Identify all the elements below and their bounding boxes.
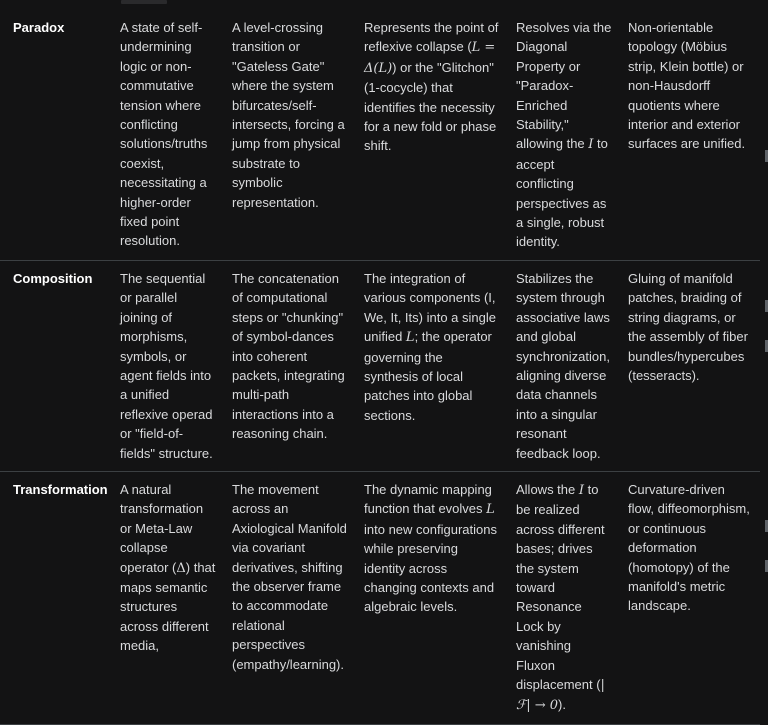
table-row-paradox: [0, 10, 760, 260]
geometry-cell: Curvature-driven flow, diffeomorphism, or continuous deformation (homotopy) of the manifold's metric landscape.: [628, 481, 750, 614]
row-term: Paradox: [13, 20, 65, 35]
table-row-transformation: [0, 471, 760, 724]
role-text: Represents the point of reflexive collapse (: [364, 20, 499, 55]
stability-math: I: [588, 137, 594, 153]
concept-table: [0, 10, 760, 725]
row-term: Composition: [13, 270, 93, 286]
definition-text: A natural transformation or Meta-Law collapse operator (: [120, 481, 204, 575]
role-text-end: into new configurations while preserving identity across changing contexts and algebraic levels.: [364, 521, 497, 615]
mechanism-cell: The movement across an Axiological Manifold via covariant derivatives, shifting the observer frame to accommodate relational perspectives (empathy/learning).: [232, 481, 347, 672]
stability-text: Allows the: [516, 481, 579, 497]
geometry-cell: Non-orientable topology (Möbius strip, Klein bottle) or non-Hausdorff quotients where interior and exterior surfaces are unified.: [628, 20, 746, 152]
geometry-cell: Gluing of manifold patches, braiding of string diagrams, or the assembly of fiber bundles/hypercubes (tesseracts).: [628, 270, 748, 383]
stability-math: I: [578, 482, 585, 498]
previous-row-edge: [0, 0, 768, 10]
role-math: L: [486, 502, 495, 518]
role-text-end: ) or the "Glitchon" (1-cocycle) that identifies the necessity for a new fold or phase shift.: [364, 59, 497, 154]
stability-text-mid: to be realized across different bases; drives the system toward Resonance Lock by vanishing Fluxon displacement (: [516, 481, 605, 692]
role-math: L = Δ(L): [364, 40, 496, 76]
definition-cell: The sequential or parallel joining of morphisms, symbols, or agent fields into a unified reflexive operad or "field-of-fields" structure.: [120, 270, 213, 461]
stability-cell: [506, 10, 618, 260]
role-math: L: [405, 330, 415, 346]
scroll-markers: [764, 0, 768, 675]
mechanism-cell: A level-crossing transition or "Gateless Gate" where the system bifurcates/self-intersects, forcing a jump from physical substrate to symbolic representation.: [232, 20, 345, 210]
table-row-composition: [0, 260, 760, 471]
mechanism-cell: The concatenation of computational steps or "chunking" of symbol-dances into coherent packets, integrating multi-path interactions into a reasoning chain.: [232, 270, 345, 442]
role-text-end: ; the operator governing the synthesis of local patches into global sections.: [364, 329, 492, 423]
role-cell: [354, 260, 506, 471]
definition-cell: [112, 471, 222, 724]
role-cell: [354, 471, 506, 724]
role-text: The dynamic mapping function that evolves: [364, 481, 492, 517]
stability-text: Resolves via the Diagonal Property or "Paradox-Enriched Stability," allowing the: [516, 20, 612, 152]
role-text: The integration of various components (I, We, It, Its) into a single unified: [364, 270, 496, 345]
stability-cell: Stabilizes the system through associative laws and global synchronization, aligning diverse data channels into a singular resonant feedback loop.: [516, 270, 610, 461]
stability-text-end: ).: [558, 697, 566, 713]
definition-text-end: ) that maps semantic structures across different media,: [120, 559, 216, 654]
definition-cell: A state of self-undermining logic or non-commutative tension where conflicting solutions/truths coexist, necessitating a higher-order fixed point resolution.: [120, 20, 208, 249]
stability-text-end: to accept conflicting perspectives as a single, robust identity.: [516, 136, 608, 250]
role-cell: [354, 10, 506, 260]
row-term: Transformation: [13, 481, 108, 497]
stability-math-flux: |ℱ| → 0: [516, 678, 605, 714]
stability-cell: [506, 471, 618, 724]
definition-math: Δ: [176, 560, 186, 576]
